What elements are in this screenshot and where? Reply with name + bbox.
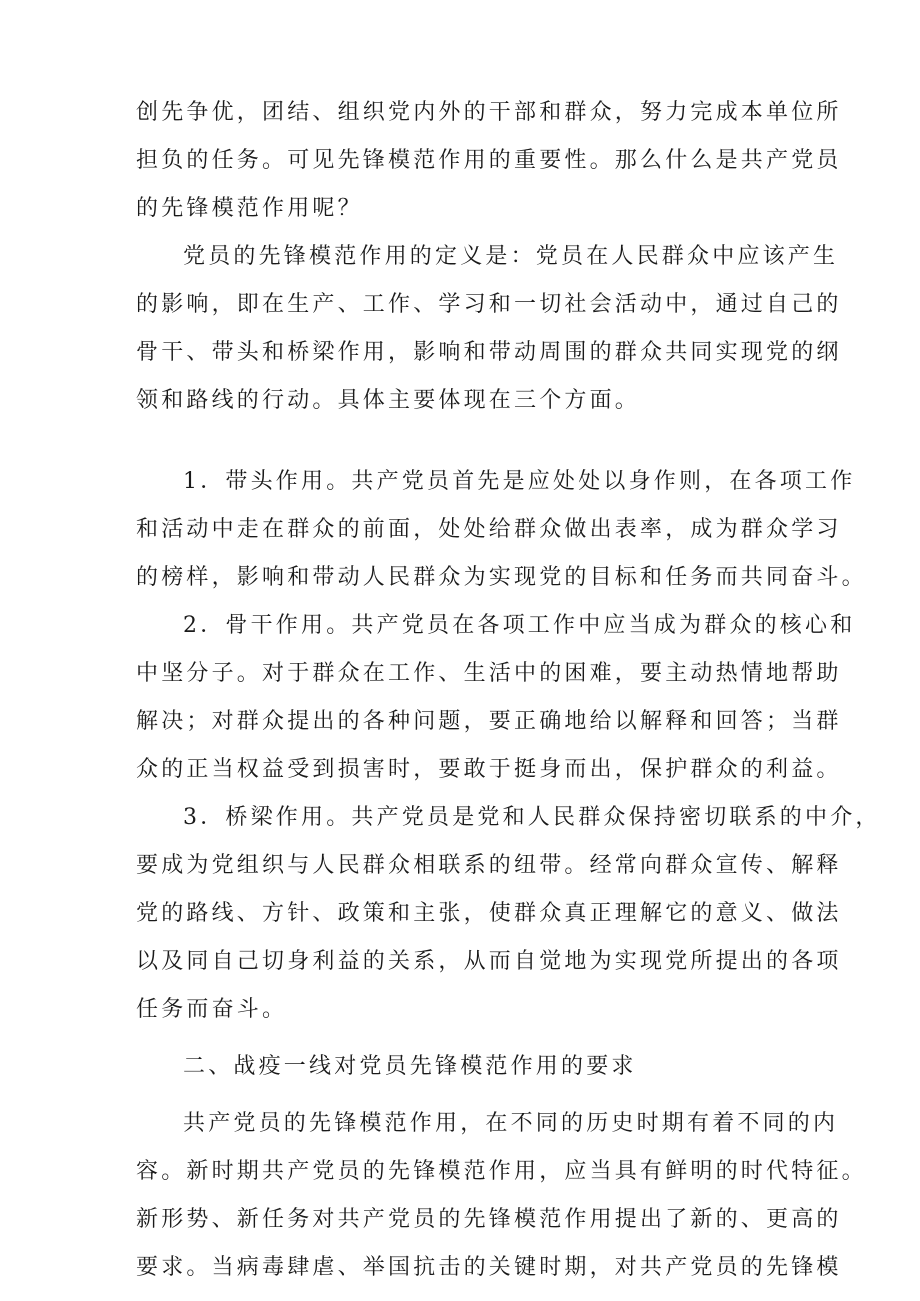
text-line: 任务而奋斗。 bbox=[136, 997, 288, 1022]
text-line: 要成为党组织与人民群众相联系的纽带。经常向群众宣传、解释 bbox=[136, 853, 842, 878]
text-line: 以及同自己切身利益的关系，从而自觉地为实现党所提出的各项 bbox=[136, 949, 842, 974]
text-line: 创先争优，团结、组织党内外的干部和群众，努力完成本单位所 bbox=[136, 100, 842, 125]
text-line: 担负的任务。可见先锋模范作用的重要性。那么什么是共产党员 bbox=[136, 148, 842, 173]
text-line: 领和路线的行动。具体主要体现在三个方面。 bbox=[136, 388, 641, 413]
text-line: 新形势、新任务对共产党员的先锋模范作用提出了新的、更高的 bbox=[136, 1207, 842, 1232]
text-line: 和活动中走在群众的前面，处处给群众做出表率，成为群众学习 bbox=[136, 517, 842, 542]
text-line: 众的正当权益受到损害时，要敢于挺身而出，保护群众的利益。 bbox=[136, 757, 842, 782]
text-line: 容。新时期共产党员的先锋模范作用，应当具有鲜明的时代特征。 bbox=[136, 1159, 867, 1184]
text-line: 中坚分子。对于群众在工作、生活中的困难，要主动热情地帮助 bbox=[136, 661, 842, 686]
text-line: 的先锋模范作用呢？ bbox=[136, 196, 363, 221]
text-line: 解决；对群众提出的各种问题，要正确地给以解释和回答；当群 bbox=[136, 709, 842, 734]
text-line: 2．骨干作用。共产党员在各项工作中应当成为群众的核心和 bbox=[183, 613, 856, 638]
text-line: 1．带头作用。共产党员首先是应处处以身作则，在各项工作 bbox=[183, 469, 856, 494]
text-line: 的榜样，影响和带动人民群众为实现党的目标和任务而共同奋斗。 bbox=[136, 565, 867, 590]
text-line: 的影响，即在生产、工作、学习和一切社会活动中，通过自己的 bbox=[136, 292, 842, 317]
text-line: 共产党员的先锋模范作用，在不同的历史时期有着不同的内 bbox=[183, 1111, 839, 1136]
text-line: 3．桥梁作用。共产党员是党和人民群众保持密切联系的中介， bbox=[183, 805, 881, 830]
text-line: 党的路线、方针、政策和主张，使群众真正理解它的意义、做法 bbox=[136, 901, 842, 926]
text-line: 骨干、带头和桥梁作用，影响和带动周围的群众共同实现党的纲 bbox=[136, 340, 842, 365]
text-line: 党员的先锋模范作用的定义是：党员在人民群众中应该产生 bbox=[183, 244, 839, 269]
section-heading: 二、战疫一线对党员先锋模范作用的要求 bbox=[183, 1054, 637, 1079]
text-line: 要求。当病毒肆虐、举国抗击的关键时期，对共产党员的先锋模 bbox=[136, 1255, 842, 1280]
